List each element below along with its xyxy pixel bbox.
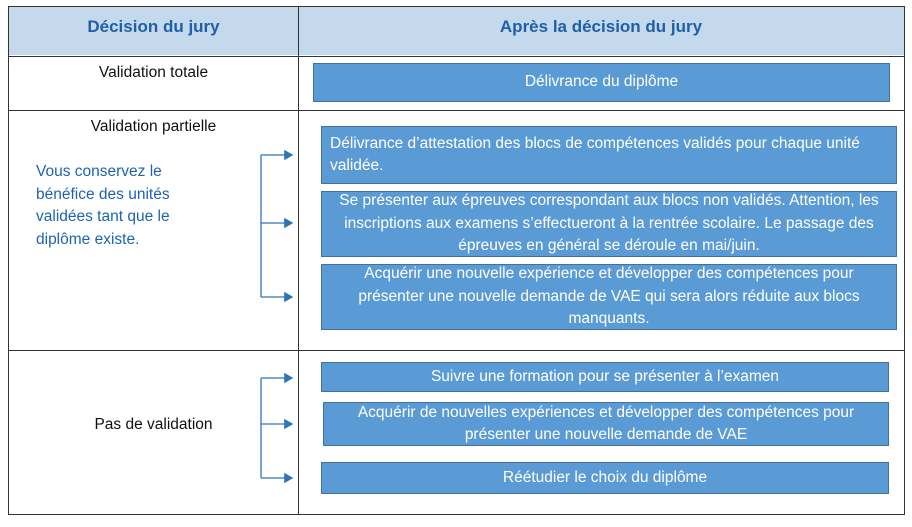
outcome-delivrance-diplome: Délivrance du diplôme (313, 63, 890, 102)
outcome-nouvelle-experience-vae: Acquérir une nouvelle expérience et développer des compétences pour présenter une nouvelle demande de VAE qui sera alors réduite aux blocs manquants. (321, 264, 897, 330)
note-conservation-unites: Vous conservez le bénéfice des unités validées tant que le diplôme existe. (36, 163, 170, 248)
decision-validation-partielle: Validation partielle (90, 118, 217, 135)
outcome-attestation-blocs: Délivrance d’attestation des blocs de compétences validés pour chaque unité validée. (321, 126, 897, 184)
outcome-suivre-formation: Suivre une formation pour se présenter à l’examen (321, 362, 889, 392)
header-decision-du-jury: Décision du jury (87, 17, 220, 36)
decision-pas-de-validation: Pas de validation (94, 416, 213, 433)
outcome-reetudier-diplome: Réétudier le choix du diplôme (321, 462, 889, 494)
outcome-epreuves-blocs-non-valides: Se présenter aux épreuves correspondant aux blocs non validés. Attention, les inscriptions aux examens s’effectueront à la rentrée scolaire. Le passage des épreuves en général se déroule en mai/juin. (321, 191, 897, 257)
outcome-nouvelles-experiences-vae: Acquérir de nouvelles expériences et développer des compétences pour présenter une nouvelle demande de VAE (323, 402, 889, 446)
decision-validation-totale: Validation totale (98, 64, 209, 81)
header-apres-decision: Après la décision du jury (499, 17, 703, 36)
